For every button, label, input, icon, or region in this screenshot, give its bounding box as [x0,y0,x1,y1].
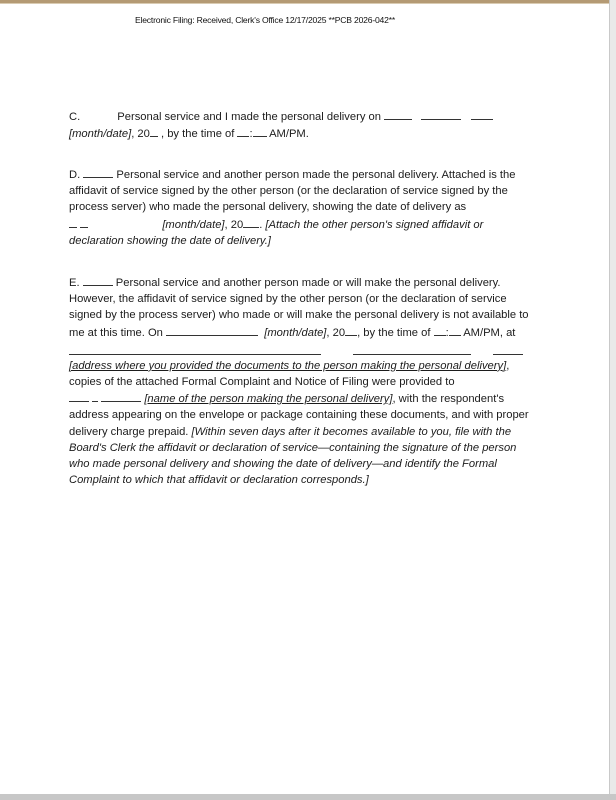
section-d-text-3: , 20 [224,218,244,231]
section-d-text-5: [Attach the other person's signed affidavit or declaration showing the date of delivery.] [69,218,484,247]
address-blank-row [69,341,535,358]
section-c [69,108,535,142]
blank-d-day [80,216,88,228]
section-e-text-4: , by the time of [357,326,431,339]
section-c-text-4: , by the time of [160,128,235,141]
section-e-text-1: Personal service and another person made or will make the personal delivery. However, the affidavit of service signed by the other person (or the declaration of service signed by the process server) who made or will make the personal delivery is not available to me at this time. On [69,277,529,339]
section-e-text-9: [name of the person making the personal delivery] [144,393,393,406]
section-c-text-2: [month/date] [69,128,132,141]
section-e-text-10: , with the respondent's address appearing on the envelope or package containing these documents, and with proper delivery charge prepaid. [69,393,529,438]
blank-e-address-1 [69,341,321,355]
section-e-text-11: [Within seven days after it becomes available to you, file with the Board's Clerk the affidavit or declaration of service—containing the signature of the person who made personal delivery and showing the date of delivery—and identify the Formal Complaint to which that affidavit or declaration corresponds.] [69,425,517,487]
scan-edge-right [610,0,616,800]
blank-e-address-2 [353,341,471,355]
blank-c-minute [253,125,267,137]
section-c-text-3: , 20 [131,128,150,141]
filing-stamp: Electronic Filing: Received, Clerk's Office 12/17/2025 **PCB 2026-042** [134,15,396,25]
section-d-text-4: . [259,218,263,231]
section-c-text-6: AM/PM. [269,128,309,141]
blank-e-address-3 [493,341,523,355]
section-d-text-1: Personal service and another person made the personal delivery. Attached is the affidavit of service signed by the other person (or the declaration of service signed by the process server) who made the personal delivery, showing the date of delivery as [69,169,516,214]
scan-edge-bottom [0,794,616,800]
section-c-text-1: Personal service and I made the personal delivery on [117,111,381,123]
section-e-text-5: : [445,326,449,339]
blank-c-month [384,108,412,120]
blank-e-check [83,274,113,286]
section-e-text-6: AM/PM, at [463,326,516,339]
blank-e-name-1 [69,390,89,402]
section-c-text-5: : [249,128,253,141]
blank-c-date [421,108,461,120]
blank-c-extra [471,108,493,120]
section-c-label: C. [69,111,81,123]
section-e-label: E. [69,277,80,289]
blank-e-month-date [166,324,258,336]
blank-d-spacer [91,216,159,228]
blank-e-name-2 [92,390,98,402]
section-c-check-blank [80,108,114,120]
section-d-label: D. [69,169,81,181]
section-d [69,166,535,249]
blank-c-hour [237,125,249,137]
blank-e-year [345,324,357,336]
section-e-text-2: [month/date] [264,326,327,339]
scan-edge-top-shadow [0,3,616,4]
section-e-text-3: , 20 [326,326,346,339]
blank-d-year [243,216,259,228]
blank-e-hour [434,324,446,336]
section-e-text-8: , copies of the attached Formal Complaint and Notice of Filing were provided to [69,359,510,389]
blank-e-name-3 [101,390,141,402]
section-e-text-7: [address where you provided the documents to the person making the personal delivery] [69,359,507,372]
section-e [69,274,535,488]
blank-d-month [69,216,77,228]
blank-d-check [83,166,113,178]
blank-c-year [150,125,158,137]
section-d-text-2: [month/date] [162,218,225,231]
blank-e-minute [449,324,461,336]
